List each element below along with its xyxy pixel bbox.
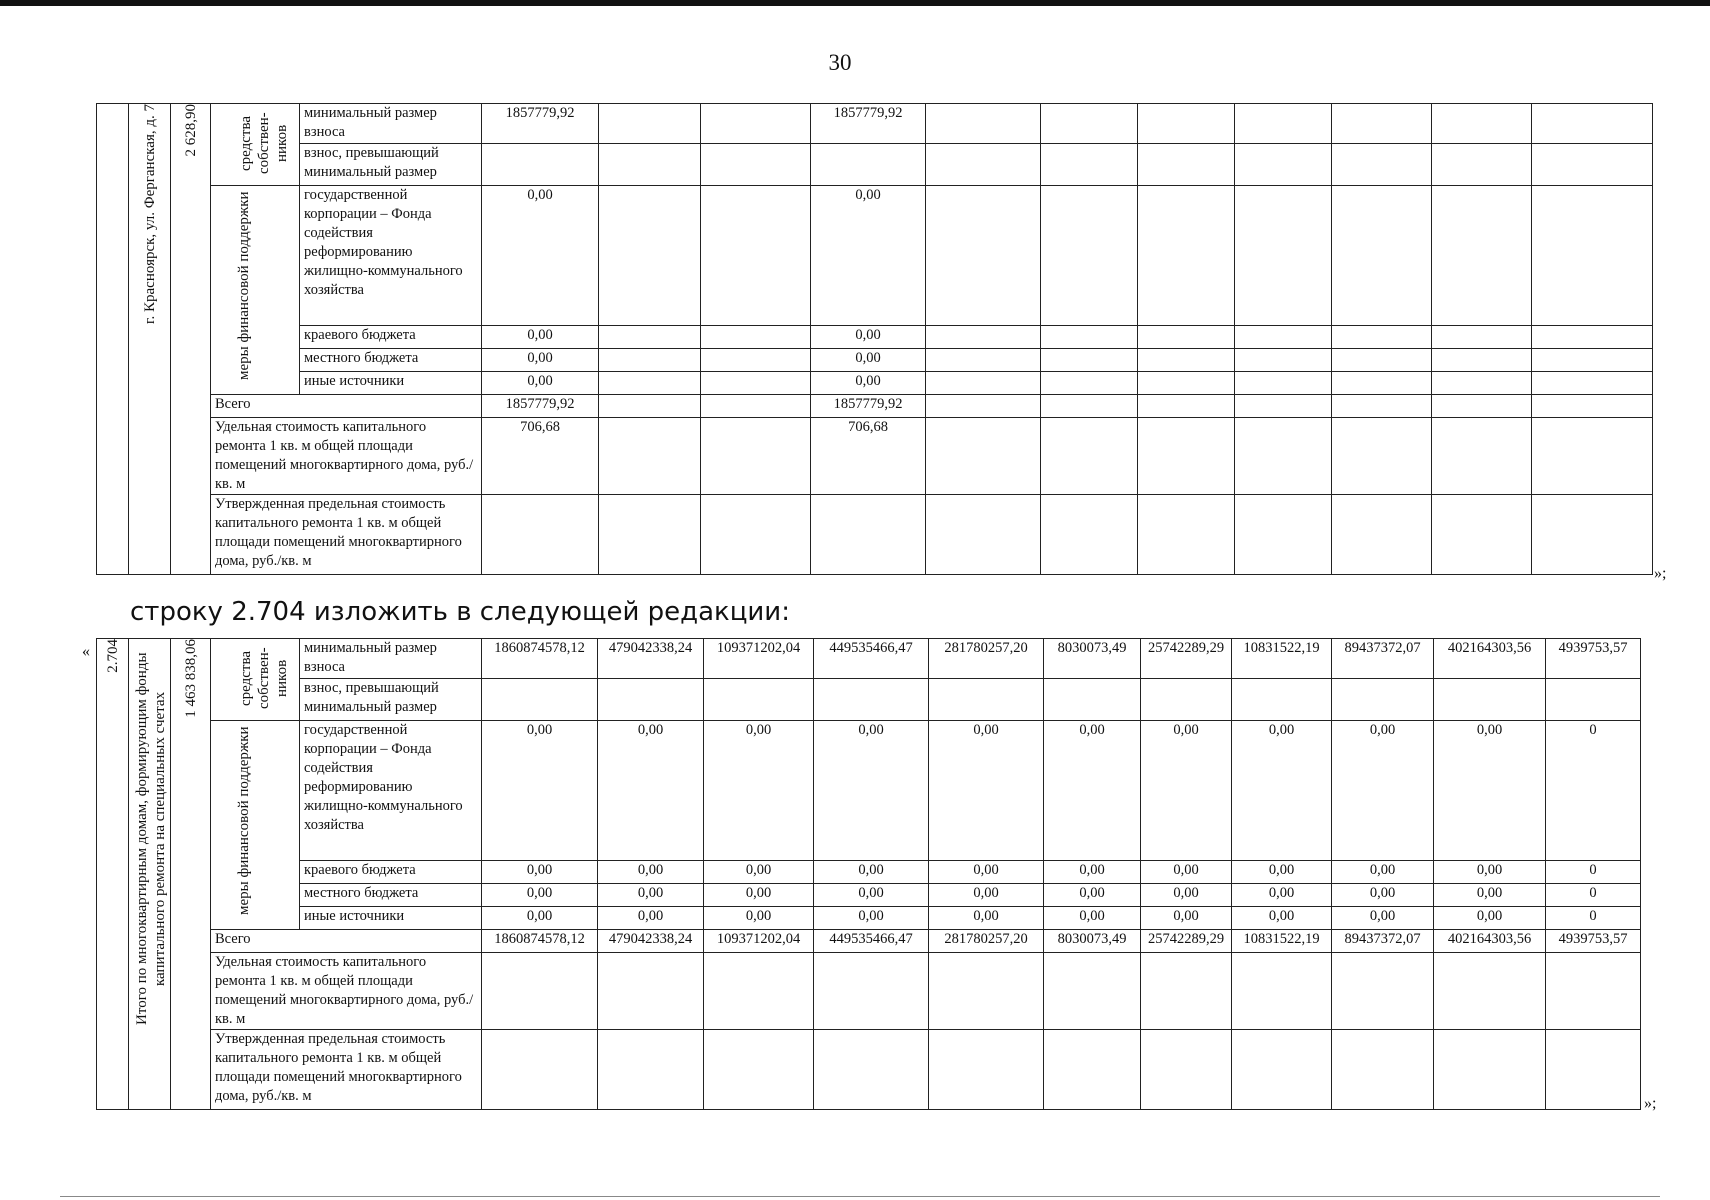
table-row bbox=[97, 1030, 1641, 1110]
total-label: Всего bbox=[211, 395, 482, 418]
local-budget-value-col-7: 0,00 bbox=[1141, 884, 1232, 907]
total-value-col-9 bbox=[1332, 395, 1432, 418]
local-budget-value-col-3 bbox=[701, 349, 811, 372]
approved-cost-value-col-7 bbox=[1141, 1030, 1232, 1110]
regional-budget-value-col-9 bbox=[1332, 326, 1432, 349]
fund-label: государственной корпорации – Фонда содействия реформированию жилищно-коммунального хозяйства bbox=[300, 721, 482, 861]
total-value-col-11: 4939753,57 bbox=[1546, 930, 1641, 953]
approved-cost-value-col-4 bbox=[811, 495, 926, 575]
total-value-col-7: 25742289,29 bbox=[1141, 930, 1232, 953]
fund-value-col-4: 0,00 bbox=[811, 186, 926, 326]
total-value-col-4: 449535466,47 bbox=[814, 930, 929, 953]
amendment-heading: строку 2.704 изложить в следующей редакции: bbox=[130, 597, 790, 627]
local-budget-value-col-10 bbox=[1432, 349, 1532, 372]
table-row bbox=[97, 186, 1653, 326]
other-sources-value-col-1: 0,00 bbox=[482, 907, 598, 930]
min-contribution-value-col-4: 449535466,47 bbox=[814, 639, 929, 679]
fund-value-col-5: 0,00 bbox=[929, 721, 1044, 861]
other-sources-value-col-3: 0,00 bbox=[704, 907, 814, 930]
fund-value-col-8: 0,00 bbox=[1232, 721, 1332, 861]
total-value-col-8 bbox=[1235, 395, 1332, 418]
total-value-col-5 bbox=[926, 395, 1041, 418]
table-row bbox=[97, 349, 1653, 372]
unit-cost-value-col-6 bbox=[1041, 418, 1138, 495]
total-value-col-2 bbox=[599, 395, 701, 418]
approved-cost-value-col-2 bbox=[599, 495, 701, 575]
close-quote-1: »; bbox=[1654, 565, 1667, 582]
local-budget-value-col-2 bbox=[599, 349, 701, 372]
min-contribution-value-col-8: 10831522,19 bbox=[1232, 639, 1332, 679]
excess-contribution-value-col-10 bbox=[1432, 144, 1532, 186]
excess-contribution-value-col-5 bbox=[926, 144, 1041, 186]
unit-cost-value-col-10 bbox=[1432, 418, 1532, 495]
regional-budget-value-col-10: 0,00 bbox=[1434, 861, 1546, 884]
local-budget-value-col-11 bbox=[1532, 349, 1653, 372]
unit-cost-value-col-4 bbox=[814, 953, 929, 1030]
min-contribution-label: минимальный размер взноса bbox=[300, 639, 482, 679]
fund-value-col-3: 0,00 bbox=[704, 721, 814, 861]
excess-contribution-value-col-5 bbox=[929, 679, 1044, 721]
excess-contribution-value-col-6 bbox=[1044, 679, 1141, 721]
fund-value-col-6: 0,00 bbox=[1044, 721, 1141, 861]
total-value-col-6 bbox=[1041, 395, 1138, 418]
table-row bbox=[97, 907, 1641, 930]
table-row bbox=[97, 104, 1653, 144]
regional-budget-value-col-11 bbox=[1532, 326, 1653, 349]
fund-value-col-6 bbox=[1041, 186, 1138, 326]
other-sources-value-col-7 bbox=[1138, 372, 1235, 395]
regional-budget-label: краевого бюджета bbox=[300, 861, 482, 884]
unit-cost-value-col-11 bbox=[1546, 953, 1641, 1030]
approved-cost-value-col-6 bbox=[1044, 1030, 1141, 1110]
min-contribution-value-col-10: 402164303,56 bbox=[1434, 639, 1546, 679]
other-sources-value-col-4: 0,00 bbox=[814, 907, 929, 930]
area-cell: 2 628,90 bbox=[171, 104, 211, 575]
unit-cost-value-col-8 bbox=[1232, 953, 1332, 1030]
fund-value-col-5 bbox=[926, 186, 1041, 326]
local-budget-value-col-11: 0 bbox=[1546, 884, 1641, 907]
table-row bbox=[97, 861, 1641, 884]
close-quote-2: »; bbox=[1644, 1095, 1657, 1112]
excess-contribution-label: взнос, превышающий минимальный размер bbox=[300, 144, 482, 186]
approved-cost-value-col-8 bbox=[1235, 495, 1332, 575]
approved-cost-value-col-11 bbox=[1546, 1030, 1641, 1110]
local-budget-value-col-4: 0,00 bbox=[811, 349, 926, 372]
blank-number-cell bbox=[97, 104, 129, 575]
excess-contribution-value-col-7 bbox=[1141, 679, 1232, 721]
local-budget-label: местного бюджета bbox=[300, 884, 482, 907]
approved-cost-value-col-9 bbox=[1332, 495, 1432, 575]
local-budget-value-col-3: 0,00 bbox=[704, 884, 814, 907]
approved-cost-value-col-8 bbox=[1232, 1030, 1332, 1110]
excess-contribution-value-col-3 bbox=[701, 144, 811, 186]
excess-contribution-value-col-2 bbox=[598, 679, 704, 721]
local-budget-value-col-6 bbox=[1041, 349, 1138, 372]
page-top-border bbox=[0, 0, 1710, 6]
min-contribution-value-col-5 bbox=[926, 104, 1041, 144]
other-sources-label: иные источники bbox=[300, 907, 482, 930]
support-measures-label: меры финансовой поддержки bbox=[211, 721, 300, 930]
approved-cost-label: Утвержденная предельная стоимость капитального ремонта 1 кв. м общей площади помещений многоквартирного дома, руб./кв. м bbox=[211, 1030, 482, 1110]
fund-value-col-2 bbox=[599, 186, 701, 326]
fund-value-col-4: 0,00 bbox=[814, 721, 929, 861]
fund-value-col-9 bbox=[1332, 186, 1432, 326]
table-row bbox=[97, 395, 1653, 418]
regional-budget-value-col-1: 0,00 bbox=[482, 326, 599, 349]
open-quote: « bbox=[82, 643, 90, 660]
fund-value-col-1: 0,00 bbox=[482, 186, 599, 326]
total-value-col-1: 1857779,92 bbox=[482, 395, 599, 418]
min-contribution-value-col-9 bbox=[1332, 104, 1432, 144]
owners-funds-label: средства собствен-ников bbox=[211, 104, 300, 186]
approved-cost-value-col-3 bbox=[704, 1030, 814, 1110]
regional-budget-value-col-8: 0,00 bbox=[1232, 861, 1332, 884]
local-budget-value-col-7 bbox=[1138, 349, 1235, 372]
approved-cost-value-col-5 bbox=[929, 1030, 1044, 1110]
table-row bbox=[97, 144, 1653, 186]
local-budget-value-col-5 bbox=[926, 349, 1041, 372]
other-sources-value-col-8 bbox=[1235, 372, 1332, 395]
other-sources-value-col-4: 0,00 bbox=[811, 372, 926, 395]
min-contribution-value-col-2: 479042338,24 bbox=[598, 639, 704, 679]
regional-budget-value-col-2 bbox=[599, 326, 701, 349]
total-value-col-4: 1857779,92 bbox=[811, 395, 926, 418]
unit-cost-value-col-8 bbox=[1235, 418, 1332, 495]
local-budget-value-col-10: 0,00 bbox=[1434, 884, 1546, 907]
local-budget-value-col-8: 0,00 bbox=[1232, 884, 1332, 907]
min-contribution-value-col-10 bbox=[1432, 104, 1532, 144]
excess-contribution-value-col-8 bbox=[1235, 144, 1332, 186]
regional-budget-value-col-6 bbox=[1041, 326, 1138, 349]
other-sources-value-col-7: 0,00 bbox=[1141, 907, 1232, 930]
total-value-col-1: 1860874578,12 bbox=[482, 930, 598, 953]
unit-cost-value-col-10 bbox=[1434, 953, 1546, 1030]
min-contribution-label: минимальный размер взноса bbox=[300, 104, 482, 144]
row-number-cell: 2.704 bbox=[97, 639, 129, 1110]
fund-value-col-8 bbox=[1235, 186, 1332, 326]
regional-budget-value-col-7: 0,00 bbox=[1141, 861, 1232, 884]
fund-value-col-11: 0 bbox=[1546, 721, 1641, 861]
other-sources-value-col-10: 0,00 bbox=[1434, 907, 1546, 930]
address-cell: г. Красноярск, ул. Ферганская, д. 7 bbox=[129, 104, 171, 575]
excess-contribution-value-col-10 bbox=[1434, 679, 1546, 721]
table-row bbox=[97, 326, 1653, 349]
regional-budget-value-col-3: 0,00 bbox=[704, 861, 814, 884]
regional-budget-value-col-2: 0,00 bbox=[598, 861, 704, 884]
min-contribution-value-col-7 bbox=[1138, 104, 1235, 144]
excess-contribution-value-col-11 bbox=[1546, 679, 1641, 721]
table-row bbox=[97, 721, 1641, 861]
excess-contribution-value-col-1 bbox=[482, 144, 599, 186]
min-contribution-value-col-8 bbox=[1235, 104, 1332, 144]
fund-value-col-10: 0,00 bbox=[1434, 721, 1546, 861]
fund-value-col-9: 0,00 bbox=[1332, 721, 1434, 861]
min-contribution-value-col-11: 4939753,57 bbox=[1546, 639, 1641, 679]
table-row bbox=[97, 930, 1641, 953]
regional-budget-value-col-1: 0,00 bbox=[482, 861, 598, 884]
local-budget-value-col-8 bbox=[1235, 349, 1332, 372]
unit-cost-value-col-7 bbox=[1141, 953, 1232, 1030]
min-contribution-value-col-5: 281780257,20 bbox=[929, 639, 1044, 679]
table-fergana-7 bbox=[96, 103, 1653, 575]
table-row bbox=[97, 679, 1641, 721]
support-measures-label: меры финансовой поддержки bbox=[211, 186, 300, 395]
unit-cost-value-col-2 bbox=[598, 953, 704, 1030]
excess-contribution-value-col-8 bbox=[1232, 679, 1332, 721]
table-row bbox=[97, 418, 1653, 495]
other-sources-value-col-6 bbox=[1041, 372, 1138, 395]
regional-budget-label: краевого бюджета bbox=[300, 326, 482, 349]
min-contribution-value-col-2 bbox=[599, 104, 701, 144]
other-sources-value-col-5 bbox=[926, 372, 1041, 395]
total-value-col-8: 10831522,19 bbox=[1232, 930, 1332, 953]
regional-budget-value-col-4: 0,00 bbox=[814, 861, 929, 884]
title-cell: Итого по многоквартирным домам, формирующим фонды капитального ремонта на специальных счетах bbox=[129, 639, 171, 1110]
unit-cost-value-col-6 bbox=[1044, 953, 1141, 1030]
other-sources-value-col-1: 0,00 bbox=[482, 372, 599, 395]
total-value-col-6: 8030073,49 bbox=[1044, 930, 1141, 953]
excess-contribution-value-col-11 bbox=[1532, 144, 1653, 186]
unit-cost-value-col-3 bbox=[701, 418, 811, 495]
total-value-col-9: 89437372,07 bbox=[1332, 930, 1434, 953]
local-budget-value-col-9 bbox=[1332, 349, 1432, 372]
other-sources-value-col-9: 0,00 bbox=[1332, 907, 1434, 930]
unit-cost-label: Удельная стоимость капитального ремонта 1 кв. м общей площади помещений многоквартирного дома, руб./кв. м bbox=[211, 953, 482, 1030]
regional-budget-value-col-11: 0 bbox=[1546, 861, 1641, 884]
total-value-col-5: 281780257,20 bbox=[929, 930, 1044, 953]
fund-label: государственной корпорации – Фонда содействия реформированию жилищно-коммунального хозяйства bbox=[300, 186, 482, 326]
total-value-col-11 bbox=[1532, 395, 1653, 418]
regional-budget-value-col-6: 0,00 bbox=[1044, 861, 1141, 884]
table-row bbox=[97, 639, 1641, 679]
excess-contribution-value-col-4 bbox=[811, 144, 926, 186]
min-contribution-value-col-3 bbox=[701, 104, 811, 144]
other-sources-value-col-2: 0,00 bbox=[598, 907, 704, 930]
total-value-col-3 bbox=[701, 395, 811, 418]
owners-funds-label: средства собствен-ников bbox=[211, 639, 300, 721]
unit-cost-value-col-5 bbox=[926, 418, 1041, 495]
fund-value-col-1: 0,00 bbox=[482, 721, 598, 861]
approved-cost-value-col-1 bbox=[482, 495, 599, 575]
excess-contribution-value-col-4 bbox=[814, 679, 929, 721]
regional-budget-value-col-5: 0,00 bbox=[929, 861, 1044, 884]
total-value-col-10 bbox=[1432, 395, 1532, 418]
unit-cost-value-col-9 bbox=[1332, 418, 1432, 495]
table-row bbox=[97, 953, 1641, 1030]
local-budget-value-col-5: 0,00 bbox=[929, 884, 1044, 907]
regional-budget-value-col-4: 0,00 bbox=[811, 326, 926, 349]
approved-cost-value-col-2 bbox=[598, 1030, 704, 1110]
local-budget-value-col-9: 0,00 bbox=[1332, 884, 1434, 907]
other-sources-value-col-10 bbox=[1432, 372, 1532, 395]
unit-cost-value-col-1 bbox=[482, 953, 598, 1030]
min-contribution-value-col-4: 1857779,92 bbox=[811, 104, 926, 144]
fund-value-col-3 bbox=[701, 186, 811, 326]
approved-cost-value-col-1 bbox=[482, 1030, 598, 1110]
table-row bbox=[97, 495, 1653, 575]
min-contribution-value-col-7: 25742289,29 bbox=[1141, 639, 1232, 679]
approved-cost-value-col-10 bbox=[1432, 495, 1532, 575]
approved-cost-value-col-4 bbox=[814, 1030, 929, 1110]
min-contribution-value-col-6 bbox=[1041, 104, 1138, 144]
approved-cost-label: Утвержденная предельная стоимость капитального ремонта 1 кв. м общей площади помещений многоквартирного дома, руб./кв. м bbox=[211, 495, 482, 575]
approved-cost-value-col-6 bbox=[1041, 495, 1138, 575]
fund-value-col-7: 0,00 bbox=[1141, 721, 1232, 861]
min-contribution-value-col-6: 8030073,49 bbox=[1044, 639, 1141, 679]
total-value-col-2: 479042338,24 bbox=[598, 930, 704, 953]
local-budget-value-col-2: 0,00 bbox=[598, 884, 704, 907]
regional-budget-value-col-9: 0,00 bbox=[1332, 861, 1434, 884]
unit-cost-value-col-9 bbox=[1332, 953, 1434, 1030]
table-row bbox=[97, 372, 1653, 395]
other-sources-value-col-11 bbox=[1532, 372, 1653, 395]
area-cell: 1 463 838,06 bbox=[171, 639, 211, 1110]
total-value-col-3: 109371202,04 bbox=[704, 930, 814, 953]
other-sources-value-col-8: 0,00 bbox=[1232, 907, 1332, 930]
local-budget-value-col-4: 0,00 bbox=[814, 884, 929, 907]
unit-cost-label: Удельная стоимость капитального ремонта 1 кв. м общей площади помещений многоквартирного дома, руб./кв. м bbox=[211, 418, 482, 495]
local-budget-value-col-6: 0,00 bbox=[1044, 884, 1141, 907]
fund-value-col-2: 0,00 bbox=[598, 721, 704, 861]
other-sources-value-col-3 bbox=[701, 372, 811, 395]
excess-contribution-value-col-3 bbox=[704, 679, 814, 721]
total-value-col-7 bbox=[1138, 395, 1235, 418]
other-sources-value-col-9 bbox=[1332, 372, 1432, 395]
table-row bbox=[97, 884, 1641, 907]
min-contribution-value-col-1: 1860874578,12 bbox=[482, 639, 598, 679]
excess-contribution-value-col-1 bbox=[482, 679, 598, 721]
total-value-col-10: 402164303,56 bbox=[1434, 930, 1546, 953]
other-sources-value-col-6: 0,00 bbox=[1044, 907, 1141, 930]
approved-cost-value-col-5 bbox=[926, 495, 1041, 575]
unit-cost-value-col-4: 706,68 bbox=[811, 418, 926, 495]
excess-contribution-label: взнос, превышающий минимальный размер bbox=[300, 679, 482, 721]
min-contribution-value-col-9: 89437372,07 bbox=[1332, 639, 1434, 679]
regional-budget-value-col-10 bbox=[1432, 326, 1532, 349]
other-sources-value-col-5: 0,00 bbox=[929, 907, 1044, 930]
excess-contribution-value-col-9 bbox=[1332, 679, 1434, 721]
unit-cost-value-col-3 bbox=[704, 953, 814, 1030]
excess-contribution-value-col-9 bbox=[1332, 144, 1432, 186]
local-budget-label: местного бюджета bbox=[300, 349, 482, 372]
approved-cost-value-col-11 bbox=[1532, 495, 1653, 575]
local-budget-value-col-1: 0,00 bbox=[482, 884, 598, 907]
unit-cost-value-col-11 bbox=[1532, 418, 1653, 495]
excess-contribution-value-col-6 bbox=[1041, 144, 1138, 186]
other-sources-value-col-11: 0 bbox=[1546, 907, 1641, 930]
min-contribution-value-col-1: 1857779,92 bbox=[482, 104, 599, 144]
unit-cost-value-col-2 bbox=[599, 418, 701, 495]
fund-value-col-10 bbox=[1432, 186, 1532, 326]
approved-cost-value-col-7 bbox=[1138, 495, 1235, 575]
unit-cost-value-col-7 bbox=[1138, 418, 1235, 495]
unit-cost-value-col-1: 706,68 bbox=[482, 418, 599, 495]
excess-contribution-value-col-7 bbox=[1138, 144, 1235, 186]
unit-cost-value-col-5 bbox=[929, 953, 1044, 1030]
local-budget-value-col-1: 0,00 bbox=[482, 349, 599, 372]
regional-budget-value-col-3 bbox=[701, 326, 811, 349]
regional-budget-value-col-8 bbox=[1235, 326, 1332, 349]
table-total-2704 bbox=[96, 638, 1641, 1110]
fund-value-col-11 bbox=[1532, 186, 1653, 326]
approved-cost-value-col-10 bbox=[1434, 1030, 1546, 1110]
regional-budget-value-col-5 bbox=[926, 326, 1041, 349]
min-contribution-value-col-3: 109371202,04 bbox=[704, 639, 814, 679]
fund-value-col-7 bbox=[1138, 186, 1235, 326]
excess-contribution-value-col-2 bbox=[599, 144, 701, 186]
approved-cost-value-col-3 bbox=[701, 495, 811, 575]
min-contribution-value-col-11 bbox=[1532, 104, 1653, 144]
other-sources-label: иные источники bbox=[300, 372, 482, 395]
regional-budget-value-col-7 bbox=[1138, 326, 1235, 349]
total-label: Всего bbox=[211, 930, 482, 953]
page-bottom-line bbox=[60, 1196, 1660, 1197]
page-number: 30 bbox=[828, 50, 852, 75]
approved-cost-value-col-9 bbox=[1332, 1030, 1434, 1110]
other-sources-value-col-2 bbox=[599, 372, 701, 395]
